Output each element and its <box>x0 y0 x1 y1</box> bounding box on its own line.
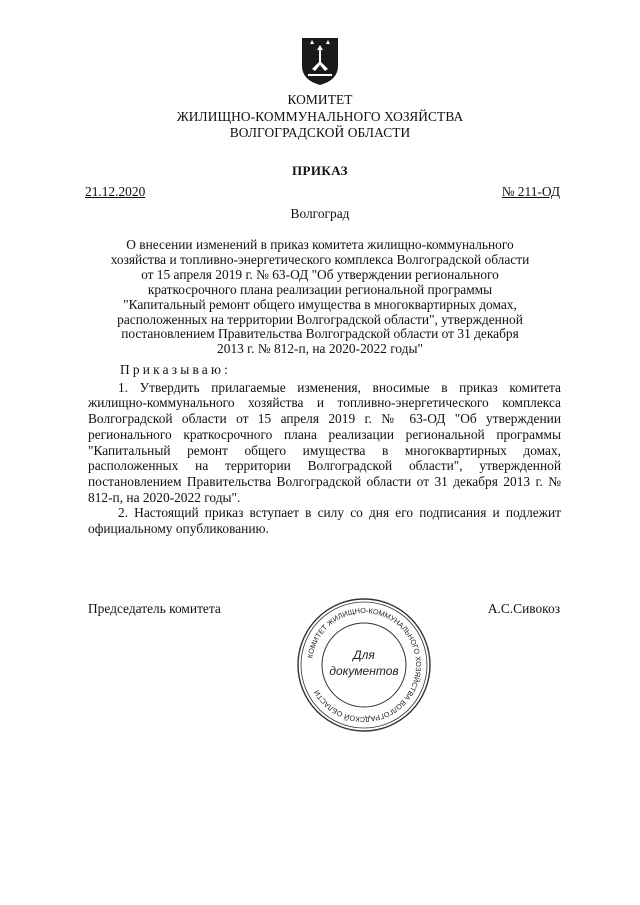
signer-name: А.С.Сивокоз <box>487 601 560 616</box>
header-line-1: КОМИТЕТ <box>287 92 353 107</box>
order-body <box>88 362 561 537</box>
signer-position: Председатель комитета <box>88 601 221 616</box>
subject-line: от 15 апреля 2019 г. № 63-ОД "Об утверждении регионального <box>141 266 499 282</box>
header-line-3: ВОЛГОГРАДСКОЙ ОБЛАСТИ <box>229 125 411 140</box>
stamp-ring-text: КОМИТЕТ ЖИЛИЩНО-КОММУНАЛЬНОГО ХОЗЯЙСТВА ВОЛГОГРАДСКОЙ ОБЛАСТИ <box>305 605 424 725</box>
official-stamp <box>296 597 432 733</box>
order-paragraph-2: 2. Настоящий приказ вступает в силу со дня его подписания и подлежит официальному опубликованию. <box>88 505 561 537</box>
order-word: Приказываю: <box>120 362 232 377</box>
organization-header <box>0 92 640 142</box>
document-date: 21.12.2020 <box>85 184 146 199</box>
city-name: Волгоград <box>290 206 350 221</box>
subject-line: О внесении изменений в приказ комитета жилищно-коммунального <box>126 237 514 252</box>
stamp-line-1: Для <box>353 648 375 662</box>
subject-line: 2013 г. № 812-п, на 2020-2022 годы" <box>217 341 423 357</box>
header-line-2: ЖИЛИЩНО-КОММУНАЛЬНОГО ХОЗЯЙСТВА <box>176 108 464 124</box>
subject-line: постановлением Правительства Волгоградской области от 31 декабря <box>121 326 519 342</box>
subject-line: "Капитальный ремонт общего имущества в многоквартирных домах, <box>123 296 517 312</box>
stamp-line-2: документов <box>329 664 399 678</box>
order-subject <box>90 238 550 357</box>
coat-of-arms-icon <box>300 36 340 86</box>
document-type-title: ПРИКАЗ <box>292 163 348 178</box>
subject-line: краткосрочного плана реализации региональной программы <box>147 281 493 297</box>
order-paragraph-1: 1. Утвердить прилагаемые изменения, вносимые в приказ комитета жилищно-коммунального хозяйства и топливно-энергетического комплекса Волгоградской области от 15 апреля 2019 г. № 63-ОД "Об утверждении регионального краткосрочного плана реализации региональной программы "Капитальный ремонт общего имущества в многоквартирных домах, расположенных на территории Волгоградской области", утвержденной постановлением Правительства Волгоградской области от 31 декабря 2013 г. № 812-п, на 2020-2022 годы". <box>88 379 561 505</box>
subject-line: расположенных на территории Волгоградской области", утвержденной <box>117 311 523 327</box>
subject-line: хозяйства и топливно-энергетического комплекса Волгоградской области <box>110 251 530 267</box>
document-number: № 211-ОД <box>501 184 560 199</box>
